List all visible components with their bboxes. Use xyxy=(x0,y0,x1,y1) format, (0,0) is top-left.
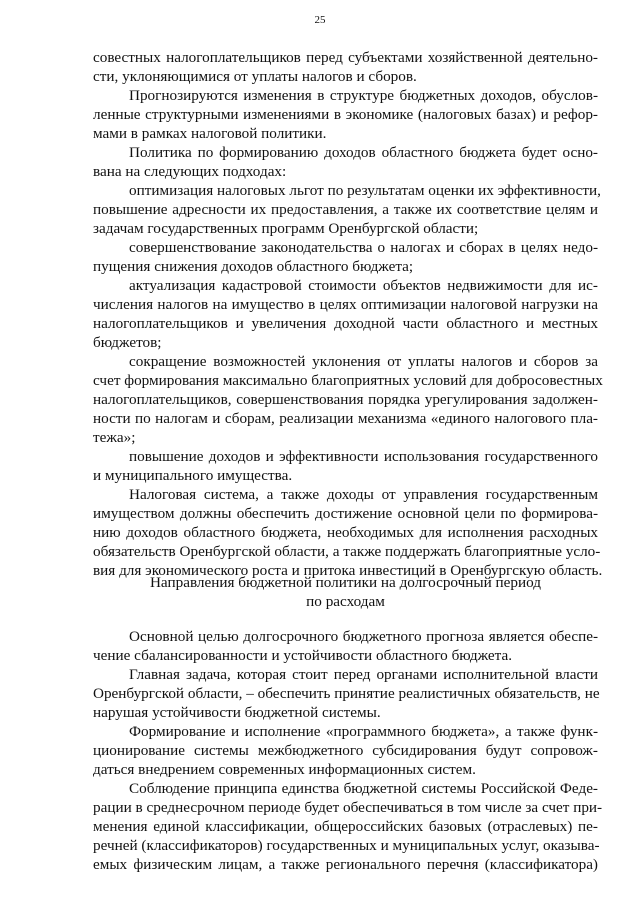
page-number: 25 xyxy=(314,14,326,26)
text-line: задачам государственных программ Оренбургской области; xyxy=(93,220,479,237)
text-line: Налоговая система, а также доходы от управления государственным xyxy=(129,486,598,503)
text-line: пущения снижения доходов областного бюджета; xyxy=(93,258,414,275)
text-line: оптимизация налоговых льгот по результатам оценки их эффективности, xyxy=(129,182,601,199)
text-line: и муниципального имущества. xyxy=(93,467,293,484)
text-line: налогоплательщиков и увеличения доходной части областного и местных xyxy=(93,315,598,332)
text-line: Прогнозируются изменения в структуре бюджетных доходов, обуслов- xyxy=(129,87,598,104)
text-line: сокращение возможностей уклонения от уплаты налогов и сборов за xyxy=(129,353,598,370)
text-line: Главная задача, которая стоит перед органами исполнительной власти xyxy=(129,666,598,683)
text-line: вия для экономического роста и притока инвестиций в Оренбургскую область. xyxy=(93,562,603,579)
text-line: Оренбургской области, – обеспечить принятие реалистичных обязательств, не xyxy=(93,685,600,702)
text-line: речней (классификаторов) государственных и муниципальных услуг, оказыва- xyxy=(93,837,600,854)
revenue-policy-text xyxy=(93,48,603,580)
text-line: ности по налогам и сборам, реализации механизма «единого налогового пла- xyxy=(93,410,598,427)
text-line: Соблюдение принципа единства бюджетной системы Российской Феде- xyxy=(129,780,598,797)
text-line: Политика по формированию доходов областного бюджета будет осно- xyxy=(129,144,598,161)
text-line: чение сбалансированности и устойчивости областного бюджета. xyxy=(93,647,512,664)
section-heading-line-2: по расходам xyxy=(306,593,385,610)
text-line: нию доходов областного бюджета, необходимых для исполнения расходных xyxy=(93,524,598,541)
text-line: налогоплательщиков, совершенствования порядка урегулирования задолжен- xyxy=(93,391,598,408)
text-line: ленные структурными изменениями в экономике (налоговых базах) и рефор- xyxy=(93,106,598,123)
text-line: актуализация кадастровой стоимости объектов недвижимости для ис- xyxy=(129,277,598,294)
text-line: нарушая устойчивости бюджетной системы. xyxy=(93,704,381,721)
text-line: Формирование и исполнение «программного бюджета», а также функ- xyxy=(129,723,598,740)
section-heading-line-1: Направления бюджетной политики на долгосрочный период xyxy=(149,574,542,591)
text-line: имуществом должны обеспечить достижение основной цели по формирова- xyxy=(93,505,598,522)
text-line: Основной целью долгосрочного бюджетного прогноза является обеспе- xyxy=(129,628,598,645)
text-line: совестных налогоплательщиков перед субъектами хозяйственной деятельно- xyxy=(93,49,598,66)
text-line: повышение адресности их предоставления, а также их соответствие целям и xyxy=(93,201,598,218)
section-heading xyxy=(93,573,598,611)
text-line: обязательств Оренбургской области, а также поддержать благоприятные усло- xyxy=(93,543,601,560)
text-line: сти, уклоняющимися от уплаты налогов и сборов. xyxy=(93,68,417,85)
text-line: совершенствование законодательства о налогах и сборах в целях недо- xyxy=(129,239,598,256)
text-line: емых физическим лицам, а также регионального перечня (классификатора) xyxy=(93,856,598,873)
text-line: даться внедрением современных информационных систем. xyxy=(93,761,476,778)
text-line: счет формирования максимально благоприятных условий для добросовестных xyxy=(93,372,603,389)
text-line: тежа»; xyxy=(93,429,136,446)
text-line: ционирование системы межбюджетного субсидирования будут сопровож- xyxy=(93,742,598,759)
expenditure-policy-text xyxy=(93,627,603,874)
text-line: мами в рамках налоговой политики. xyxy=(93,125,327,142)
text-line: рации в среднесрочном периоде будет обеспечиваться в том числе за счет при- xyxy=(93,799,603,816)
text-line: вана на следующих подходах: xyxy=(93,163,287,180)
text-line: повышение доходов и эффективности использования государственного xyxy=(129,448,598,465)
text-line: менения единой классификации, общероссийских базовых (отраслевых) пе- xyxy=(93,818,598,835)
text-line: числения налогов на имущество в целях оптимизации налоговой нагрузки на xyxy=(93,296,598,313)
text-line: бюджетов; xyxy=(93,334,162,351)
